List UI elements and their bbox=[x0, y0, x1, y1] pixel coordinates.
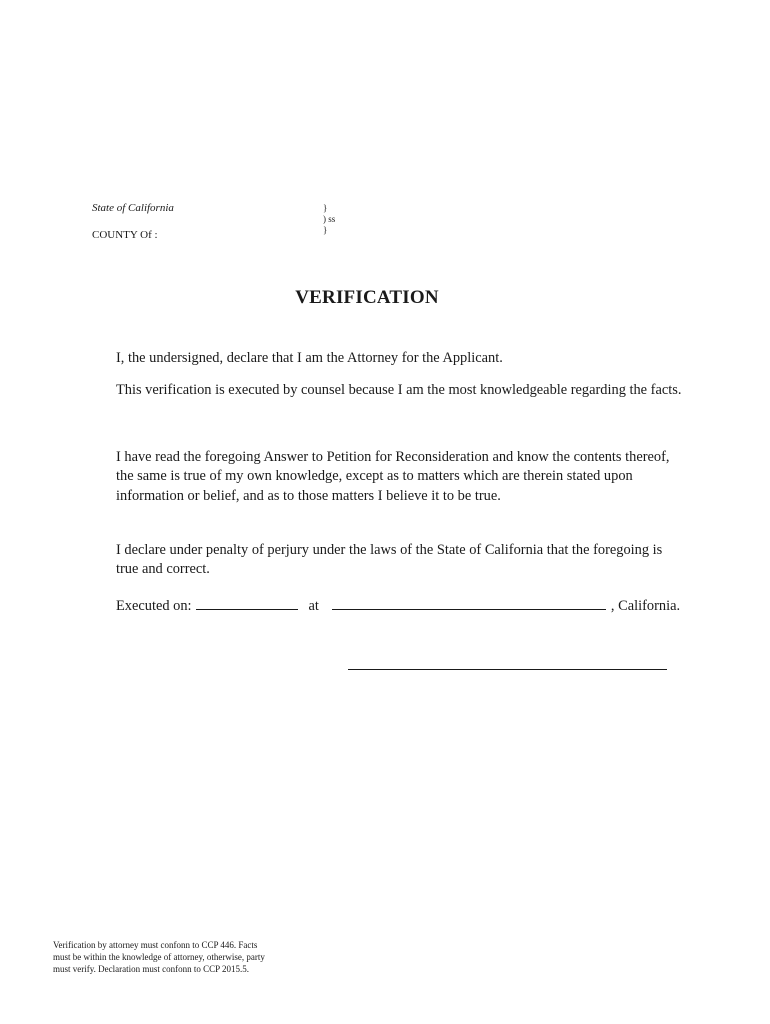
counsel-verification: This verification is executed by counsel because I am the most knowledgeable regarding the facts. bbox=[116, 382, 682, 398]
executed-on-label: Executed on: bbox=[116, 598, 192, 614]
ss-bracket: } ) ss } bbox=[323, 203, 336, 235]
execution-row bbox=[116, 594, 680, 616]
read-foregoing-statement: I have read the foregoing Answer to Petition for Reconsideration and know the contents thereof, the same is true of my own knowledge, except as to matters which are therein stated upon information or belief, and as to those matters I believe it to be true. bbox=[116, 449, 670, 504]
execution-date-blank[interactable] bbox=[196, 594, 298, 610]
footnote: Verification by attorney must confonn to CCP 446. Facts must be within the knowledge of attorney, otherwise, party must verify. Declaration must confonn to CCP 2015.5. bbox=[53, 940, 265, 974]
state-label: State of California bbox=[92, 202, 174, 214]
document-title: VERIFICATION bbox=[295, 287, 439, 308]
at-label: at bbox=[308, 598, 319, 614]
signature-line[interactable] bbox=[348, 669, 667, 670]
california-suffix: , California. bbox=[610, 598, 681, 614]
perjury-declaration: I declare under penalty of perjury under the laws of the State of California that the foregoing is true and correct. bbox=[116, 542, 663, 578]
execution-place-blank[interactable] bbox=[332, 594, 606, 610]
attorney-declaration: I, the undersigned, declare that I am the Attorney for the Applicant. bbox=[116, 350, 503, 366]
county-label: COUNTY Of : bbox=[92, 229, 158, 241]
